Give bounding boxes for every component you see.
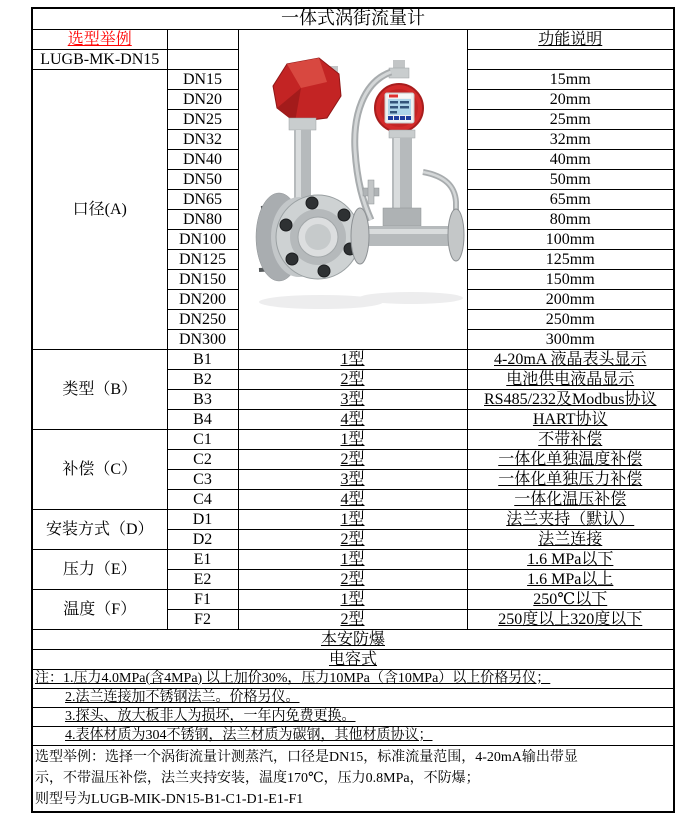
section-label-type: 类型（B） <box>32 349 167 429</box>
code-cell: D1 <box>167 509 238 529</box>
note-row <box>32 707 674 726</box>
desc-cell: 一体化单独压力补偿 <box>467 469 674 489</box>
explosion-proof-row: 本安防爆 <box>32 629 674 649</box>
table-row <box>32 589 674 609</box>
code-cell: DN150 <box>167 269 238 289</box>
code-cell: DN25 <box>167 109 238 129</box>
code-cell: DN32 <box>167 129 238 149</box>
desc-cell: 一体化单独温度补偿 <box>467 449 674 469</box>
code-cell: B1 <box>167 349 238 369</box>
section-label-temperature: 温度（F） <box>32 589 167 629</box>
desc-cell: 250度以上320度以下 <box>467 609 674 629</box>
desc-cell: 50mm <box>467 169 674 189</box>
lcd-button <box>400 116 405 120</box>
note-row <box>32 669 674 688</box>
code-cell: DN300 <box>167 329 238 349</box>
code-cell: B2 <box>167 369 238 389</box>
desc-cell: 200mm <box>467 289 674 309</box>
empty-cell <box>167 49 238 69</box>
desc-cell: 25mm <box>467 109 674 129</box>
desc-cell: 电池供电液晶显示 <box>467 369 674 389</box>
desc-cell: 20mm <box>467 89 674 109</box>
variant-cell: 2型 <box>238 569 467 589</box>
table-row <box>32 509 674 529</box>
section-label-installation: 安装方式（D） <box>32 509 167 549</box>
desc-cell: 4-20mA 液晶表头显示 <box>467 349 674 369</box>
variant-cell: 4型 <box>238 489 467 509</box>
vortex-flowmeter-product-photo <box>239 30 466 334</box>
code-cell: DN40 <box>167 149 238 169</box>
desc-cell: 不带补偿 <box>467 429 674 449</box>
selection-example-text <box>32 745 674 812</box>
section-label-pressure: 压力（E） <box>32 549 167 589</box>
variant-cell: 4型 <box>238 409 467 429</box>
table-row <box>32 429 674 449</box>
note-row <box>32 726 674 745</box>
note-1: 注：1.压力4.0MPa(含4MPa) 以上加价30%，压力10MPa（含10MPa）以上价格另仪； <box>32 669 674 688</box>
code-cell: D2 <box>167 529 238 549</box>
selection-example-line: 选型举例：选择一个涡街流量计测蒸汽，口径是DN15，标准流量范围，4-20mA输出带显 <box>35 749 578 765</box>
code-cell: C2 <box>167 449 238 469</box>
desc-cell: 250℃以下 <box>467 589 674 609</box>
variant-cell: 1型 <box>238 509 467 529</box>
variant-cell: 2型 <box>238 449 467 469</box>
note-2: 2.法兰连接加不锈钢法兰。价格另仪。 <box>32 688 674 707</box>
note-row <box>32 688 674 707</box>
desc-cell: 150mm <box>467 269 674 289</box>
variant-cell: 3型 <box>238 389 467 409</box>
code-cell: DN50 <box>167 169 238 189</box>
code-cell: C4 <box>167 489 238 509</box>
variant-cell: 1型 <box>238 429 467 449</box>
empty-cell <box>167 29 238 49</box>
pipe-flange-right <box>448 209 464 261</box>
variant-cell: 2型 <box>238 529 467 549</box>
flanged-flowmeter-illustration <box>351 60 464 264</box>
lcd-button <box>388 116 393 120</box>
code-cell: DN200 <box>167 289 238 309</box>
code-cell: DN65 <box>167 189 238 209</box>
page-title: 一体式涡街流量计 <box>32 8 674 29</box>
desc-cell: 一体化温压补偿 <box>467 489 674 509</box>
product-photo-cell <box>238 29 467 349</box>
desc-cell: 100mm <box>467 229 674 249</box>
variant-cell: 2型 <box>238 369 467 389</box>
desc-cell: 1.6 MPa以上 <box>467 569 674 589</box>
desc-cell: 80mm <box>467 209 674 229</box>
lcd-button <box>406 116 411 120</box>
table-row <box>32 549 674 569</box>
empty-cell <box>467 49 674 69</box>
code-cell: E2 <box>167 569 238 589</box>
desc-cell: 40mm <box>467 149 674 169</box>
shadow-right <box>359 292 463 304</box>
section-label-compensation: 补偿（C） <box>32 429 167 509</box>
code-cell: E1 <box>167 549 238 569</box>
code-cell: DN15 <box>167 69 238 89</box>
desc-cell: 法兰夹持（默认） <box>467 509 674 529</box>
table-row <box>32 629 674 649</box>
code-cell: C3 <box>167 469 238 489</box>
table-row <box>32 349 674 369</box>
note-4: 4.表体材质为304不锈钢，法兰材质为碳钢，其他材质协议； <box>32 726 674 745</box>
table-row <box>32 649 674 669</box>
title-row <box>32 8 674 29</box>
selection-example-row <box>32 745 674 812</box>
desc-cell: 65mm <box>467 189 674 209</box>
code-cell: DN80 <box>167 209 238 229</box>
selection-example-label: 选型举例 <box>32 29 167 49</box>
code-cell: B4 <box>167 409 238 429</box>
lcd-button <box>394 116 399 120</box>
spec-table <box>31 7 675 813</box>
pipe-flange-left <box>351 208 369 264</box>
variant-cell: 3型 <box>238 469 467 489</box>
desc-cell: 125mm <box>467 249 674 269</box>
code-cell: F1 <box>167 589 238 609</box>
capacitive-row: 电容式 <box>32 649 674 669</box>
wafer-flowmeter-illustration <box>256 58 360 281</box>
desc-cell: HART协议 <box>467 409 674 429</box>
section-label-diameter: 口径(A) <box>32 69 167 349</box>
code-cell: DN100 <box>167 229 238 249</box>
code-cell: C1 <box>167 429 238 449</box>
model-example: LUGB-MK-DN15 <box>32 49 167 69</box>
selection-example-line: 则型号为LUGB-MIK-DN15-B1-C1-D1-E1-F1 <box>35 791 304 807</box>
desc-cell: 250mm <box>467 309 674 329</box>
variant-cell: 1型 <box>238 549 467 569</box>
function-desc-label: 功能说明 <box>467 29 674 49</box>
code-cell: B3 <box>167 389 238 409</box>
variant-cell: 1型 <box>238 349 467 369</box>
desc-cell: 32mm <box>467 129 674 149</box>
variant-cell: 2型 <box>238 609 467 629</box>
desc-cell: 法兰连接 <box>467 529 674 549</box>
code-cell: DN125 <box>167 249 238 269</box>
desc-cell: 300mm <box>467 329 674 349</box>
code-cell: F2 <box>167 609 238 629</box>
header-row <box>32 29 674 49</box>
note-3: 3.探头、放大板非人为损坏，一年内免费更换。 <box>32 707 674 726</box>
variant-cell: 1型 <box>238 589 467 609</box>
desc-cell: RS485/232及Modbus协议 <box>467 389 674 409</box>
code-cell: DN250 <box>167 309 238 329</box>
desc-cell: 15mm <box>467 69 674 89</box>
desc-cell: 1.6 MPa以下 <box>467 549 674 569</box>
code-cell: DN20 <box>167 89 238 109</box>
selection-example-line: 示，不带温压补偿，法兰夹持安装，温度170℃，压力0.8MPa，不防爆； <box>35 770 480 786</box>
